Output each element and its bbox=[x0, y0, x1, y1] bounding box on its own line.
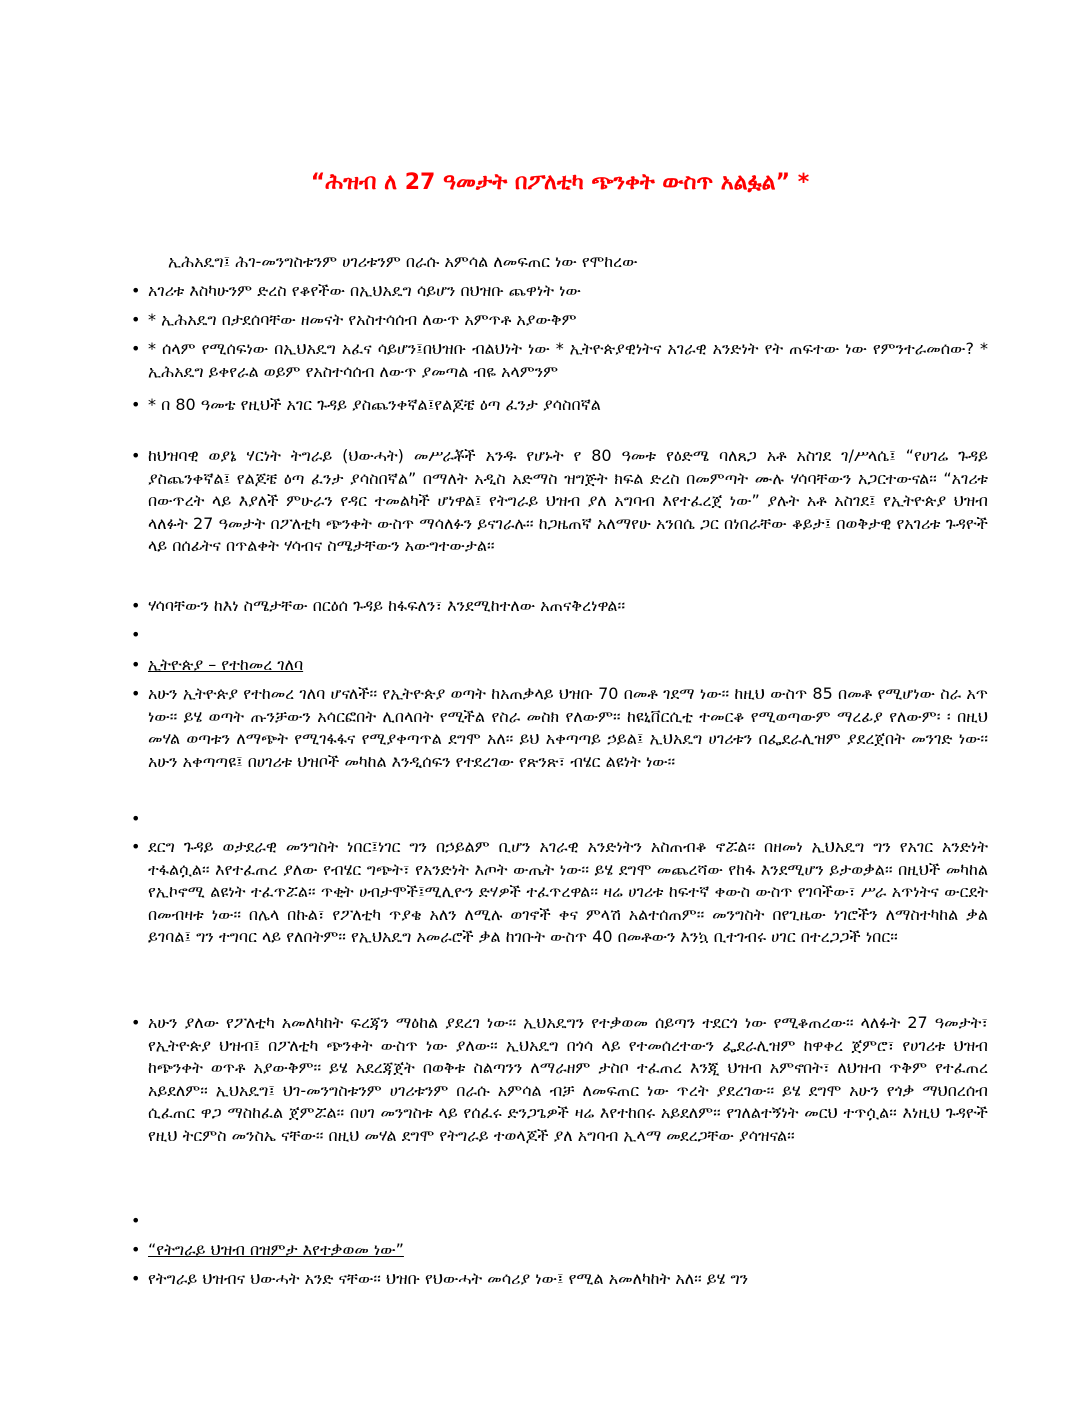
bullet-icon: • bbox=[131, 655, 141, 674]
bullet-icon: • bbox=[131, 1240, 141, 1259]
section-subheading: “የትግራይ ህዝብ በዝምታ እየተቃወመ ነው” bbox=[148, 1240, 404, 1259]
list-item-text: አሁን ኢትዮጵያ የተከመረ ገለባ ሆናለች፡፡ የኢትዮጵያ ወጣት ከአጠቃላይ ህዝቡ 70 በመቶ ገደማ ነው፡፡ ከዚህ ውስጥ 85 በመቶ የሚሆነው ስራ አጥ ነው፡፡ ይሄ ወጣት ጡንቻውን አሳርፎበት ሊበላበት የሚችል የስራ መስክ የለውም፡፡ ከዩኒቨርሲቲ ተመርቆ የሚወጣውም ማረፊያ የለውም፡ ፡ በዚህ መሃል ወጣቱን ለማጭት የሚገፋፋና የሚያቀጣጥል ደግሞ አለ፡፡ ይህ አቀጣጣይ ኃይል፤ ኢህአዴግ ሀገሪቱን በፌደራሊዝም ያደረጀበት መንገድ ነው፡፡ አሁን አቀጣጣዩ፤ በሀገሪቱ ህዝቦች መካከል እንዲሰፍን የተደረገው የጽንጽ፣ ብሄር ልዩነት ነው፡፡ bbox=[148, 684, 988, 771]
list-item bbox=[131, 1268, 988, 1291]
bullet-icon: • bbox=[131, 596, 141, 615]
list-item-text: * በ 80 ዓመቴ የዚህች አገር ጉዳይ ያስጨንቀኛል፤የልጆቼ ዕጣ ፈንታ ያሳስበኛል bbox=[148, 395, 601, 414]
bullet-icon: • bbox=[131, 446, 141, 465]
bullet-icon: • bbox=[131, 339, 141, 358]
list-item-text: አገሪቱ እስካሁንም ድረስ የቆየችው በኢህአዴግ ሳይሆን በህዝቡ ጨዋነት ነው bbox=[148, 281, 581, 300]
bullet-icon: • bbox=[131, 837, 141, 856]
list-item bbox=[131, 595, 988, 618]
bullet-icon: • bbox=[131, 1013, 141, 1032]
section-subheading: ኢትዮጵያ – የተከመረ ገለባ bbox=[148, 655, 304, 674]
bullet-icon: • bbox=[131, 684, 141, 703]
list-item bbox=[131, 1239, 988, 1262]
article-title: “ሕዝብ ለ 27 ዓመታት በፖለቲካ ጭንቀት ውስጥ አልፏል” * bbox=[310, 170, 810, 195]
list-item bbox=[131, 836, 988, 949]
bullet-icon: • bbox=[131, 1211, 141, 1230]
list-item bbox=[131, 683, 988, 773]
list-item bbox=[131, 309, 988, 332]
bullet-icon: • bbox=[131, 809, 141, 828]
bullet-icon: • bbox=[131, 1269, 141, 1288]
list-item bbox=[131, 280, 988, 303]
list-item-text: ሃሳባቸውን ከእነ ስሜታቸው በርዕሰ ጉዳይ ከፋፍለን፣ እንደሚከተለው አጠናቅረነዋል፡፡ bbox=[148, 596, 626, 615]
list-item-text: የትግራይ ህዝብና ህውሓት አንድ ናቸው፡፡ ህዝቡ የህውሓት መሳሪያ ነው፤ የሚል አመለካከት አለ፡፡ ይሄ ግን bbox=[148, 1269, 749, 1288]
bullet-icon: • bbox=[131, 395, 141, 414]
list-item bbox=[131, 654, 988, 677]
list-item-text: ከህዝባዊ ወያኔ ሃርነት ትግራይ (ህውሓት) መሥራቾች አንዱ የሆኑት የ 80 ዓመቱ የዕድሜ ባለጸጋ አቶ አስገደ ገ/ሥላሴ፤ “የሀገሬ ጉዳይ ያስጨንቀኛል፤ የልጆቼ ዕጣ ፈንታ ያሳስበኛል” በማለት አዲስ አድማስ ዝግጅት ክፍል ድረስ በመምጣት ሙሉ ሃሳባቸውን አጋርተውናል፡፡ “አገሪቱ በውጥረት ላይ እያለች ምሁራን የዳር ተመልካች ሆነዋል፤ የትግራይ ህዝብ ያለ አግባብ እየተፈረጀ ነው” ያሉት አቶ አስገደ፤ የኢትዮጵያ ህዝብ ላለፉት 27 ዓመታት በፖለቲካ ጭንቀት ውስጥ ማሳለፉን ይናገራሉ፡፡ ከጋዜጠኛ አለማየሁ አንበሴ ጋር በነበራቸው ቆይታ፤ በወቅታዊ የአገሪቱ ጉዳዮች ላይ በሰፊትና በጥልቀት ሃሳብና ስሜታቸውን አውግተውታል፡፡ bbox=[148, 446, 988, 555]
list-item bbox=[131, 338, 988, 383]
intro-line: ኢሕአዴግ፤ ሕገ-መንግስቱንም ሀገሪቱንም በራሱ አምሳል ለመፍጠር ነው የሞከረው bbox=[168, 252, 638, 271]
list-item-text: * ሰላም የሚሰፍነው በኢህአዴግ አፈና ሳይሆን፤በህዝቡ ብልህነት ነው * ኢትዮጵያዊነትና አገራዊ አንድነት የት ጠፍተው ነው የምንተራመሰው? * ኢሕአዴግ ይቀየራል ወይም የአስተሳሰብ ለውጥ ያመጣል ብዬ አላምንም bbox=[148, 339, 988, 381]
list-item-text: አሁን ያለው የፖለቲካ አመለካከት ፍረጃን ማዕከል ያደረገ ነው፡፡ ኢህአዴግን የተቃወመ ሰይጣን ተደርጎ ነው የሚቆጠረው፡፡ ላለፉት 27 ዓመታት፣ የኢትዮጵያ ህዝብ፤ በፖለቲካ ጭንቀት ውስጥ ነው ያለው፡፡ ኢህአዴግ በጎሳ ላይ የተመሰረተውን ፌደራሊዝም ከዋቀረ ጀምሮ፣ የሀገሪቱ ህዝብ ከጭንቀት ወጥቶ አያውቅም፡፡ ይሄ አደረጃጀት በወቅቱ ስልጣንን ለማራዘም ታስቦ ተፈጠረ እንጂ ህዝብ አምኖበት፣ ለህዝብ ጥቅም የተፈጠረ አይደለም፡፡ ኢህአዴግ፤ ህገ-መንግስቱንም ሀገሪቱንም በራሱ አምሳል ብቻ ለመፍጠር ነው ጥረት ያደረገው፡፡ ይሄ ደግሞ አሁን የጎቃ ማህበረሰብ ሲፈጠር ዋጋ ማስከፈል ጀምሯል፡፡ በሀገ መንግስቱ ላይ የሰፈሩ ድንጋጌዎች ዛሬ እየተከበሩ አይደለም፡፡ የገለልተኝነት መርህ ተጥሷል፡፡ እነዚህ ጉዳዮች የዚህ ትርምስ መንስኤ ናቸው፡፡ በዚህ መሃል ደግሞ የትግራይ ተወላጆች ያለ አግባብ ኢላማ መደረጋቸው ያሳዝናል፡፡ bbox=[148, 1013, 988, 1145]
bullet-icon: • bbox=[131, 281, 141, 300]
list-item-text: * ኢሕአዴግ በታደሰባቸው ዘመናት የአስተሳሰብ ለውጥ አምጥቶ አያውቅም bbox=[148, 310, 577, 329]
list-item bbox=[131, 445, 988, 558]
bullet-icon: • bbox=[131, 625, 141, 644]
bullet-icon: • bbox=[131, 310, 141, 329]
list-item bbox=[131, 394, 988, 417]
list-item-text: ደርግ ጉዳይ ወታደራዊ መንግስት ነበር፤ነገር ግን በኃይልም ቢሆን አገራዊ አንድነትን አስጠብቆ ኖሯል፡፡ በዘመነ ኢህአዴግ ግን የአገር አንድነት ተፋልሷል፡፡ እየተፈጠረ ያለው የብሄር ግጭት፣ የአንድነት እጦት ውጤት ነው፡፡ ይሄ ደግሞ መጨረሻው የከፋ እንደሚሆን ይታወቃል፡፡ በዚህች መካከል የኢኮኖሚ ልዩነት ተፈጥሯል፡፡ ጥቂት ሀብታሞች፤ሚሊዮን ድሃዎች ተፈጥረዋል፡፡ ዛሬ ሀገሪቱ ከፍተኛ ቀውስ ውስጥ የገባችው፣ ሥራ አጥነትና ውርደት በመብዛቱ ነው፡፡ በሌላ በኩል፣ የፖለቲካ ጥያቄ አለን ለሚሉ ወገኖች ቀና ምላሽ አልተሰጠም፡፡ መንግስት በየጊዜው ነገሮችን ለማስተካከል ቃል ይገባል፤ ግን ተግባር ላይ የለበትም፡፡ የኢህአዴግ አመራሮች ቃል ከገቡት ውስጥ 40 በመቶውን እንኳ ቢተገብሩ ሀገር በተረጋጋች ነበር፡፡ bbox=[148, 837, 988, 946]
list-item bbox=[131, 1012, 988, 1147]
